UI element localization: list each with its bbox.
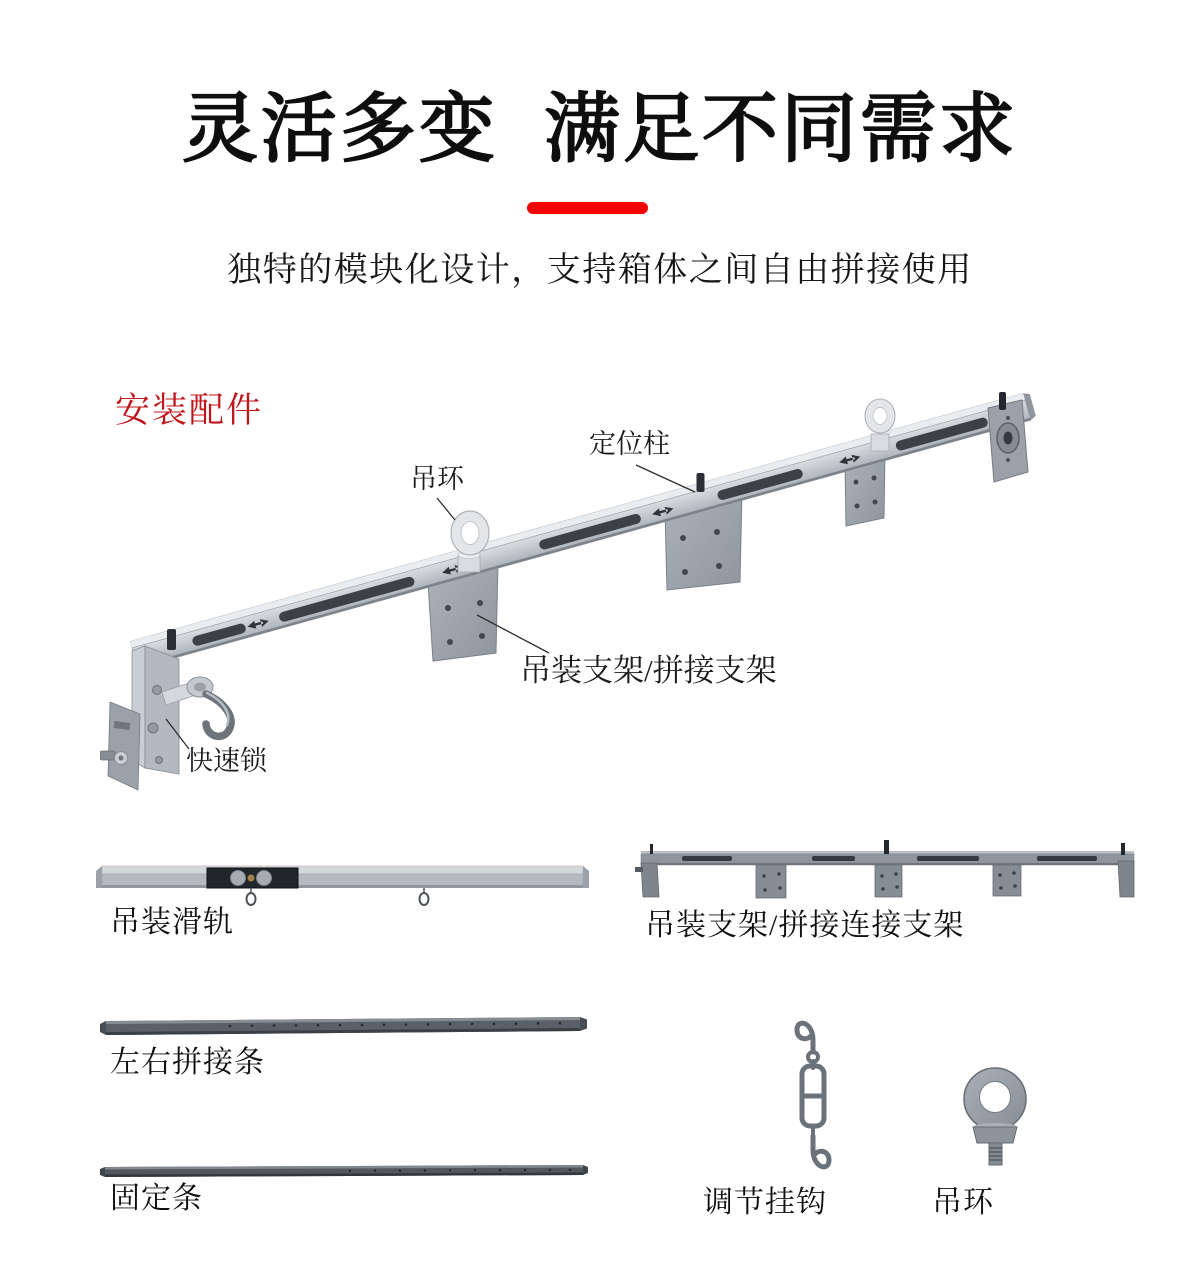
lifting-ring-image xyxy=(945,1055,1045,1167)
title-accent-bar xyxy=(527,202,648,214)
label-lifting-ring: 吊环 xyxy=(932,1186,994,1219)
splice-strip-image xyxy=(100,1010,590,1042)
annotation-lifting-ring: 吊环 xyxy=(410,464,464,494)
label-splice-strip: 左右拼接条 xyxy=(110,1046,265,1079)
fixing-strip-image xyxy=(100,1158,590,1184)
adjustable-hook-image xyxy=(773,1008,839,1188)
page-subtitle: 独特的模块化设计，支持箱体之间自由拼接使用 xyxy=(227,251,973,289)
annotation-positioning-post: 定位柱 xyxy=(589,429,670,459)
label-connection-bracket: 吊装支架/拼接连接支架 xyxy=(645,909,965,942)
label-adjustable-hook: 调节挂钩 xyxy=(703,1186,827,1219)
slide-rail-image xyxy=(95,858,595,910)
main-rail xyxy=(130,392,1036,669)
hero-illustration xyxy=(100,370,1100,840)
connection-bracket-image xyxy=(635,835,1140,905)
page-title: 灵活多变 满足不同需求 xyxy=(181,87,1019,172)
label-fixing-strip: 固定条 xyxy=(110,1182,203,1215)
annotation-hanging-bracket: 吊装支架/拼接支架 xyxy=(520,653,777,688)
left-post-pin xyxy=(167,629,176,650)
positioning-post-pin xyxy=(697,473,705,492)
annotation-quick-lock: 快速锁 xyxy=(186,746,267,776)
label-slide-rail: 吊装滑轨 xyxy=(110,906,234,939)
section-label: 安装配件 xyxy=(115,391,264,430)
